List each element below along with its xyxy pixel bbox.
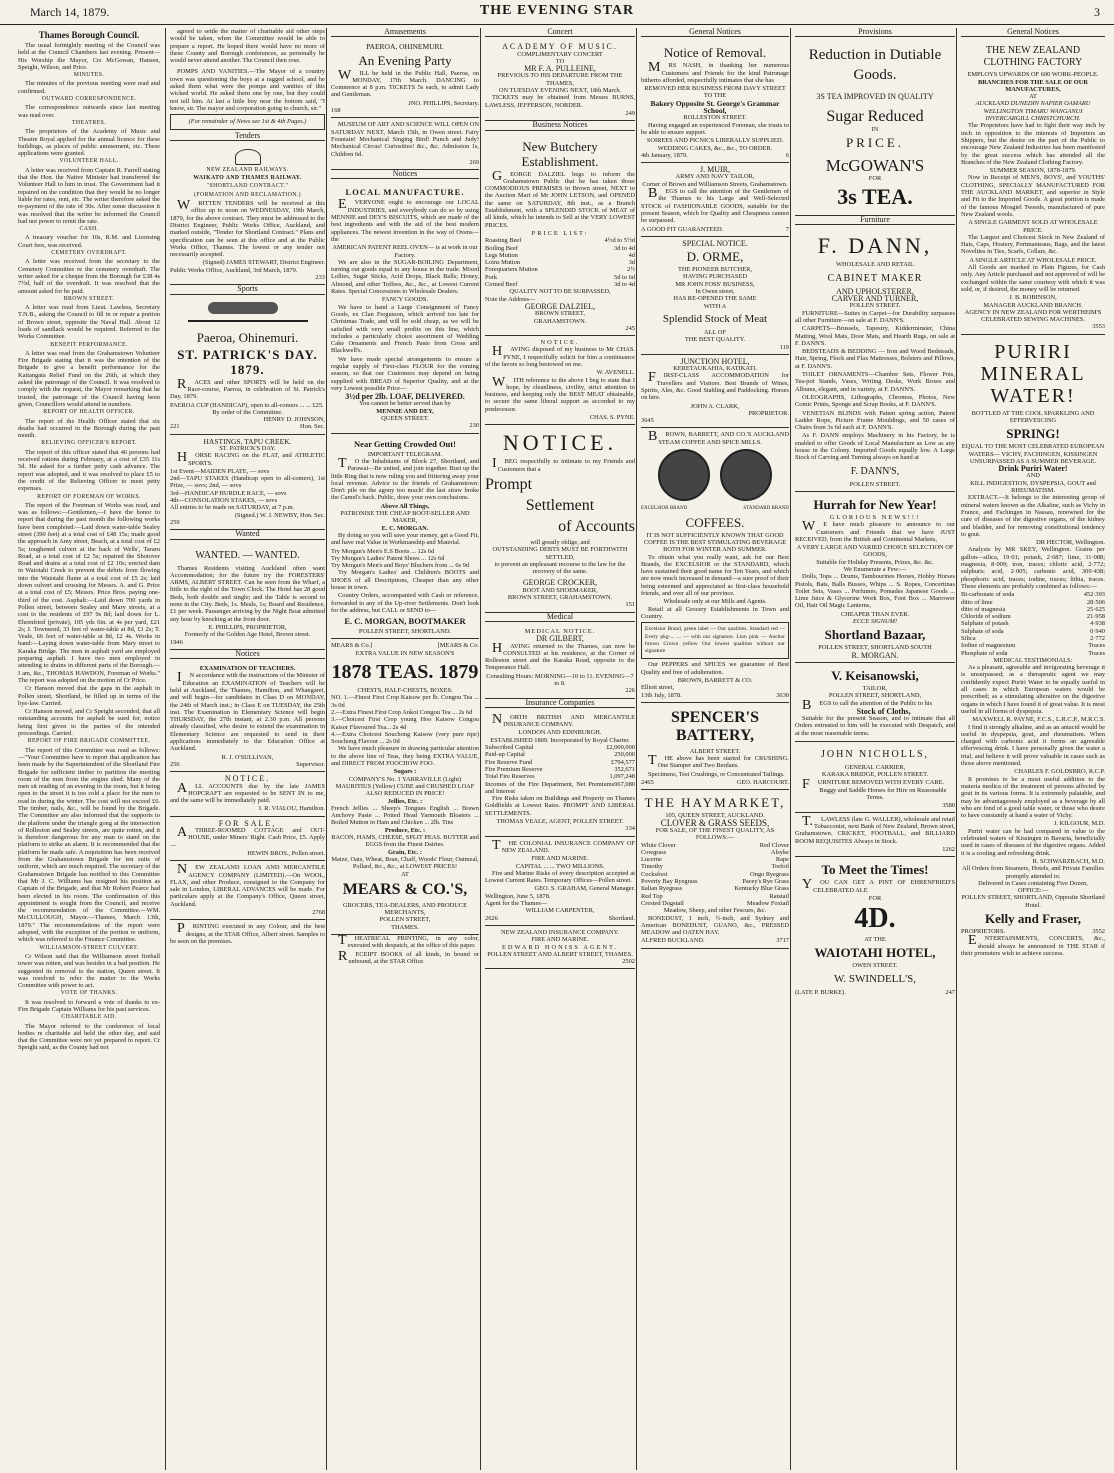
section-notices: Notices <box>331 170 479 179</box>
section-wanted: Wanted <box>170 530 325 539</box>
capital-row-cell: Fire Reserve Fund <box>485 758 533 766</box>
seed-row-cell: Meadow Foxtail <box>746 899 789 907</box>
section-subheading: CASH. <box>79 226 99 233</box>
section-subheading: CEMETERY OVERDRAFT. <box>51 250 127 257</box>
price-row-cell: 3d to 4d <box>614 244 635 252</box>
seed-row <box>641 849 789 856</box>
section-subheading: VOTE OF THANKS. <box>60 990 118 997</box>
seed-row-cell: Timothy <box>641 863 663 871</box>
ad-f-dann: F. DANN, WHOLESALE AND RETAIL CABINET MAKER AND UPHOLSTERER, CARVER AND TURNER, POLLEN STREET. FURNITURE—Suites in Carpet—for Durability surpasses all other Furniture—on sale at F. DANN'S. CARPETS—Brussels, Tapestry, Kidderminster, China Matting, Wool Mats, Door Mats, and Hearth Rugs, on sale at F. DANN'S. BEDSTEADS & BEDDING — Iron and Wood Bedsteads, Hair, Spring, Flock and Flax Mattresses, Bolsters and Pillows, at F. DANN'S. TOILET ORNAMENTS—Chamber Sets, Flower Pots, Tea-pot Stands, Vases, Writing Desks, Work Boxes and Albums, elegant, and in variety, at F. DANN'S. OLEOGRAPHS, Lithographs, Chromos, Photos, New Comic Prints, Sponge and Scrap Books, at F. DANN'S. VENETIAN BLINDS with Patent spring action, Patent Ladder Rope, Picture Frame Mouldings, and 50 cases of Chairs from 3s 6d each at F. DANN'S. As F. DANN employs Machinery in his Factory, he is enabled to offer Goods of Local Manufacture as Low as any house in the Colony. Imported Goods equally low. A Large Stock of Carving and Turning always on hand at F. DANN'S, POLLEN STREET. <box>795 228 955 491</box>
column-amusements <box>326 28 479 1470</box>
capital-row <box>485 773 635 780</box>
article-heading: Thames Borough Council. <box>38 30 140 40</box>
section-subheading: BROWN STREET. <box>63 295 115 302</box>
ad-mears-teas: MEARS & Co.] [MEARS & Co. EXTRA VALUE IN NEW SEASON'S 1878 TEAS. 1879 CHESTS, HALF-CHESTS, BOXES. NO. 1.—Finest First Crop Kaisow per lb. Congou Tea ... 3s 0d 2.—Extra Finest First Crop Ankoi Congou Tea ... 2s 6d 3.—Choicest First Crop young Hoo Kaisow Congou Kaisor Flavoured Tea... 2s 4d 4.—Extra Choicest Souchong Kaisow (very pure ripe) Souchong Flavour ... 2s 0d We have much pleasure in drawing particular attention to the above line of Teas, they being EXTRA VALUE, and DIRECT FROM FOOCHOW FOO. Sugars : COMPANY'S No. 1 YARRAVILLE (Light) MAURITIUS (Yellow) CUBE and CRUSHED LOAF ALSO REDUCED IN PRICE! Jellies, Etc. : French Jellies ... Sheep's Tongues English ... Brawn Anchovy Paste ... Potted Head Yarmouth Bloaters ... Boiled Mutton in Ham and Chicken ... 2lb. Tins Produce, Etc. : BACON, HAMS, CHEESE, SPLIT PEAS. BUTTER and EGGS from the Finest Dairies. Grain, Etc. : Maize, Oats, Wheat, Bran, Chaff, Woods' Flour, Oatmeal, Pollard, &c., &c., at LOWEST PRICES! AT MEARS & CO.'S, GROCERS, TEA-DEALERS, AND PRODUCE MERCHANTS, POLLEN STREET, THAMES. <box>331 639 479 935</box>
seed-row <box>641 863 789 870</box>
seed-row-cell: Cowgrass <box>641 848 667 856</box>
ad-orme-butcher: SPECIAL NOTICE. D. ORME, THE PIONEER BUTCHER, HAVING PURCHASED MR JOHN FOSS' BUSINESS, In Owen street, HAS RE-OPENED THE SAME WITH A Splendid Stock of Meat ALL OF THE BEST QUALITY. 119 <box>641 237 789 355</box>
section-subheading: OUTWARD CORRESPONDENCE. <box>41 96 137 103</box>
seed-row-cell: Ratstail <box>769 892 789 900</box>
section-amusements: Amusements <box>331 28 479 37</box>
section-paragraph: The correspondence outwards since last meeting was read over. <box>18 104 160 119</box>
section-paragraph: Cr Hanson moved, and Cr Speight seconded, that all outstanding accounts for asphalt be sued for, notice being first given to the parties of the intended proceedings. Carried. <box>18 708 160 738</box>
element-row <box>961 606 1105 613</box>
element-row-cell: Bi-carbonate of soda <box>961 591 1015 599</box>
masthead <box>0 0 1114 25</box>
remainder-note: (For remainder of News see 1st & 4th Pages.) <box>170 114 325 129</box>
section-paragraph: The proprietors of the Academy of Music and Theatre Royal applied for the annual licence for these buildings, as places of public amusement, etc. These applications were granted. <box>18 128 160 158</box>
racehorse-illustration-icon <box>188 298 308 322</box>
element-row <box>961 628 1105 635</box>
ad-brown-barrett-coffee: BROWN, BARRETT, AND CO.'S AUCKLAND STEAM COFFEE AND SPICE MILLS. EXCELSIOR BRAND STANDARD BRAND COFFEES. IT IS NOT SUFFICIENTLY KNOWN THAT GOOD COFFEE IS THE BEST STIMULATING BEVERAGE BOTH FOR WINTER AND SUMMER. To obtain what you really want, ask for our Best Brands, the EXCELSIOR or the STANDARD, which have sustained their good name for Ten Years, and which are now much increased in demand—a sure proof of their being esteemed and appreciated as first-class household friends, and over all of our province. Wholesale only at our Mills and Agents. Retail at all Grocery Establishments in Town and Country. Excelsior Brand, green label — Our qualities. Standard red — Every pkg-... ... — with our signature. Lion pink — Anchor brown Crown yellow Our lowest qualities without our signature Our PEPPERS and SPICES we guarantee of Best Quality and free of adulteration. BROWN, BARRETT & CO. Elliott street, 13th July, 1878. 3630 <box>641 428 789 702</box>
capital-table <box>485 744 635 795</box>
standard-brand-stamp-icon <box>720 449 772 501</box>
capital-row-cell: Fire Premium Reserve <box>485 765 543 773</box>
element-row-cell: 25·625 <box>1086 605 1105 613</box>
section-paragraph: It was resolved to forward a vote of thanks to ex-Fire Brigade Captain Williams for his past services. <box>18 998 160 1013</box>
ad-dr-gilbert: MEDICAL NOTICE. DR GILBERT, HAVING returned to the Thames, can now be CONSULTED at his residence, at the Corner of Rolleston street and the Karaka Road, opposite to the Temperance Hall. Consulting Hours: MORNING—10 to 11. EVENING—7 to 8. 226 <box>485 625 635 699</box>
element-row-cell: 452·393 <box>1083 591 1105 599</box>
seed-row-cell: White Clover <box>641 841 676 849</box>
price-row <box>485 266 635 273</box>
seed-row-cell: Alsyke <box>770 848 789 856</box>
capital-row-cell: 352,671 <box>614 765 635 773</box>
element-row-cell: Sulphate of potash <box>961 620 1009 628</box>
ad-railway-tender: NEW ZEALAND RAILWAYS. WAIKATO AND THAMES RAILWAY. "SHORTLAND CONTRACT." (FORMATION AND RECLAMATION.) WRITTEN TENDERS will be received at this office up to noon on WEDNESDAY, 19th March, 1879, for the above contract. They must be addressed to the District Engineer, Public Works Office, Auckland, and marked outside, "Tender for Shortland Contract." Plans and specification can be seen at this office and at the Public Works Office, Thames. The lowest or any tender not necessarily accepted. (Signed) JAMES STEWART, District Engineer. Public Works Office, Auckland, 3rd March, 1879. 233 <box>170 144 325 285</box>
ad-examination-teachers: EXAMINATION OF TEACHERS. IN accordance with the instructions of the Minister of Education an EXAMINATION of Teachers will be held at Auckland, the Thames, Hamilton, and Whangarei, and will begin—for candidates in Class D on MONDAY, the 24th of March inst.; in Class E on TUESDAY, the 25th inst. The Examination in Elementary Science will begin THURSDAY, the 27th instant, at 2.30 p.m. All persons already classified, who desire to extend the examination in Elementary Science are requested to send in their applications immediately to the Education Office at Auckland. R. J. O'SULLIVAN, 256 Supervisor. <box>170 662 325 772</box>
issue-date: March 14, 1879. <box>30 5 110 19</box>
section-general-notices: General Notices <box>961 28 1105 37</box>
capital-row <box>485 744 635 751</box>
mineral-analysis-table <box>961 591 1105 657</box>
seed-row <box>641 885 789 892</box>
ad-nz-loan-agency: NEW ZEALAND LOAN AND MERCANTILE AGENCY COMPANY (LIMITED).—On WOOL, FLAX, and other Produce, consigned to the Company for sale in London, LIBERAL ADVANCES will be made. For particulars apply at the Company's Office, Queen street, Auckland. 2768 <box>170 861 325 920</box>
price-row <box>485 281 635 288</box>
capital-row-cell: 967,080 <box>614 780 635 788</box>
section-paragraph: A letter was read from Lieut. Lawless, Secretary T.N.B., asking the Council to fill in or repair a portion of Brown street, opposite the Naval Hall. About 12 loads of sandlack would be required. Referred to the Works Committee. <box>18 304 160 341</box>
column-provisions-furniture <box>790 28 955 1470</box>
section-paragraph: A treasury voucher for 10s, R.M. and Licensing Court fees, was received. <box>18 234 160 249</box>
ad-museum: MUSEUM OF ART AND SCIENCE WILL OPEN ON SATURDAY NEXT, March 15th, in Owen street. Fairy Fountain! Mechanical Singing Bird! Punch and Judy! Mechanical Circus! Curiosities! &c., &c. Admission 1s, Children 6d. 269 <box>331 118 479 170</box>
capital-row-cell: Incomes of the Fire Department, Net Premiums and Interest <box>485 780 615 795</box>
seed-row <box>641 842 789 849</box>
ad-hastings-races: HASTINGS, TAPU CREEK. ST. PATRICK'S DAY. HORSE RACING on the FLAT, and ATHLETIC SPORTS. 1st Event—MAIDEN PLATE, — sovs 2nd—TAPU STAKES (Handicap open to all-comers), 1st Prize, — sovs; 2nd, — sovs 3rd—HANDICAP HURDLE RACE, — sovs 4th—CONSOLATION STAKES, — sovs All entries to be made on SATURDAY, at 7 p.m. (Signed.) W. J. NEWBY, Hon. Sec. 259 <box>170 435 325 531</box>
section-notices: Notices <box>170 650 325 659</box>
section-paragraph: Cr Hanson moved that the gaps in the asphalt in Pollen street, Shortland, be filled up in terms of the bye-law. Carried. <box>18 685 160 707</box>
section-paragraph: A letter was received from the secretary to the Cemetery Committee re the cemetery overdraft. The writer asked for a cheque from the Borough for £38 4s 7½d, half of the overdraft. It was resolved that the amount asked for be paid. <box>18 258 160 295</box>
ad-receipt-books: RECEIPT BOOKS of all kinds, in bound or unbound, at the STAR Office. <box>338 948 479 965</box>
element-row-cell: 0·940 <box>1090 627 1105 635</box>
race-events-list: 1st Event—MAIDEN PLATE, — sovs 2nd—TAPU STAKES (Handicap open to all-comers), 1st Prize, — sovs; 2nd, — sovs 3rd—HANDICAP HURDLE RACE, — sovs 4th—CONSOLATION STAKES, — sovs <box>170 467 325 505</box>
ad-keisanowski-tailor: V. Keisanowski, TAILOR, POLLEN STREET, SHORTLAND, BEGS to call the attention of the Public to his Stock of Cloths, Suitable for the present Season, and to intimate that all Orders entrusted to him will be executed with Despatch, and at the most reasonable terms. <box>795 663 955 742</box>
price-row <box>485 259 635 266</box>
price-row <box>485 237 635 244</box>
section-tenders: Tenders <box>170 132 325 141</box>
element-row-cell: Traces <box>1088 649 1105 657</box>
section-paragraph: The Mayor referred to the conference of local bodies re charitable aid held the other day, and said that the Committee were not yet prepared to report. Cr Speight said, as the County had not <box>18 1022 160 1052</box>
ad-foresters-arms: WANTED. — WANTED. Thames Residents visiting Auckland often want Accommodation; for the future try the FORESTERS' ARMS, ALBERT STREET. Can be seen from the Wharf, a little to the right of the Town Clock. The Hotel has 28 good Beds, both double and single; and the Table is second to none in the City. Beds, 1s. Meals, 1s; Board and Residence, £1 per week. Passenger arriving by the Night Boat admitted any hour by knocking at the front door. E. PHILLIPS, PROPRIETOR, Formerly of the Golden Age Hotel, Brown street. 1946 <box>170 543 325 650</box>
element-row <box>961 613 1105 620</box>
ad-nz-insurance: NEW ZEALAND INSURANCE COMPANY. FIRE AND MARINE. EDWARD HONISS AGENT. POLLEN STREET AND ALBERT STREET, THAMES. 2502 <box>485 926 635 969</box>
element-row-cell: Iodine of magnesium <box>961 642 1016 650</box>
price-row-cell: Legs Mutton <box>485 251 518 259</box>
capital-row-cell: 250,000 <box>614 751 635 759</box>
ad-waiotahi-hotel: To Meet the Times! YOU CAN GET A PINT OF EHRENFRIED'S CELEBRATED ALE FOR 4D. AT THE WAIOTAHI HOTEL, OWEN STREET. W. SWINDELL'S, (LATE P. BURKE). 247 <box>795 862 955 996</box>
element-row-cell: Phosphate of soda <box>961 649 1008 657</box>
section-subheading: CHARITABLE AID. <box>61 1014 117 1021</box>
ad-spencers-battery: SPENCER'S BATTERY, ALBERT STREET. THE above has been started for CRUSHING. One Stamper and Two Berdans. Specimens, Test Crushings, or Concentrated Tailings. 2465 GEO. HARCOURT. <box>641 703 789 790</box>
price-row-cell: 3d to 4d <box>614 281 635 289</box>
seed-row-cell: Red Top <box>641 892 663 900</box>
capital-row <box>485 766 635 773</box>
price-row-cell: 2½ <box>627 266 635 274</box>
price-row-cell: Boiling Beef <box>485 244 518 252</box>
column-concert-business <box>480 28 635 1470</box>
article-intro: The usual fortnightly meeting of the Council was held at the Council Chambers last evening. Present—His Worship the Mayor, Crs McGowan, Hansen, Speight, Wilson, and Price. <box>18 42 160 71</box>
section-paragraph: The report of this officer stated that 46 persons had received rations during February, at a cost of £35 11s 5d. He asked for a further petty cash advance. The report was adopted, and it was resolved to place £5 to the credit of the Relieving Officer to meet petty expenses. <box>18 448 160 493</box>
element-row-cell: 21·958 <box>1086 613 1105 621</box>
ad-paeroa-races: Paeroa, Ohinemuri. ST. PATRICK'S DAY. 1879. RACES and other SPORTS will be held on the Race-course, Paeroa, in celebration of St. Patrick's Day, 1879. PAEROA CUP (HANDICAP), open to all-comers ... ... £25. By order of the Committee. HENRY D. JOHNSON, 221 Hon. Sec. <box>170 325 325 435</box>
ad-theatrical-printing: THEATRICAL PRINTING, in any color, executed with despatch, at the office of this paper. <box>338 932 479 950</box>
price-row <box>485 274 635 281</box>
section-paragraph: The minutes of the previous meeting were read and confirmed. <box>18 80 160 95</box>
ad-shortland-bazaar: Hurrah for New Year! GLORIOUS NEWS!!! WE have much pleasure to announce to our Customers and Friends that we have JUST RECEIVED, from the British and Continental Markets, A VERY LARGE AND VARIED CHOICE SELECTION OF GOODS, Suitable for Holiday Presents, Prizes, &c. &c. We Enumerate a Few:— Dolls, Tops ... Drums, Tambourines Horses, Hobby Horses Pistols, Bats, Balls Busses, Whips ... S. Ropes, Concertinas Toilet Sets, Vases ... Perfumes, Pomades Japanese Goods ... Lime Juice & Glycerine Work Box, Foot Box ... Marrower Oil, Hair Oil Magic Lanterns, CHEAPER THAN EVER. ECCE SIGNUM! Shortland Bazaar, POLLEN STREET, SHORTLAND SOUTH R. MORGAN. <box>795 492 955 663</box>
price-row-cell: 4d <box>628 251 635 259</box>
section-paragraph: Cr Wilson said that the Williamson street fireball tower was rotten, and was besides in a bad position. He suggested its removal to the station, Queen street. It was resolved to refer the matter to the Works Committee with power to act. <box>18 952 160 990</box>
price-row <box>485 252 635 259</box>
section-concert: Concert <box>485 28 635 37</box>
ad-printing: PRINTING executed in any Colour, and the best designs, at the STAR Office, Albert street. Samples to be seen on the premises. <box>170 921 325 945</box>
section-paragraph: The report of the Health Officer stated that six deaths had occurred in the Borough during the past month. <box>18 417 160 440</box>
element-row-cell: Traces <box>1088 642 1105 650</box>
seed-row-cell: Lucerne <box>641 856 662 864</box>
section-insurance: Insurance Companies <box>485 699 635 708</box>
ad-avenell-pyne-notice: NOTICE. HAVING disposed of my business to Mr CHAS. PYNE, I respectfully solicit for him a continuance of the favors so long bestowed on me. W. AVENELL. WITH reference to the above I beg to state that I hope, by cleanliness, civility, strict attention to business, and keeping only the BEST MEAT obtainable, to secure the same liberal support as accorded to my predecessor. CHAS. S. PYNE. <box>485 336 635 425</box>
seed-row <box>641 871 789 878</box>
article-continuation: agreed to settle the matter of charitable aid other steps would be taken, when the Committee would be able to prepare a report. He hoped there would have no more of these County and Borough conferences, as personally he would never attend another. The Council then rose. <box>170 28 325 65</box>
capital-row-cell: £2,000,000 <box>606 744 635 752</box>
seed-row-cell: Cocksfoot <box>641 870 668 878</box>
element-row <box>961 620 1105 627</box>
section-subheading: REPORT OF FOREMAN OF WORKS. <box>37 493 141 500</box>
ad-mennie-dey: LOCAL MANUFACTURE. EVERYONE ought to encourage our LOCAL INDUSTRIES, and everybody can do so by using MENNIE and DEY'S BISCUITS, which are made of the best ingredients and with the aid of the best modern appliances. The newest invention in the way of Ovens—the AMERICAN PATENT REEL OVEN— is at work in our Factory. We are also in the SUGAR-BOILING Department, turning out goods equal to any house in the trade. Mixed Lollies, Sugar Sticks, Acid Drops, Black Balls; Honey, Almond, and other Toffees, &c., &c., at Lowest Current Rates. Special Concessions to Wholesale Dealers. FANCY GOODS. We have to hand a Large Consignment of Fancy Goods, ex Clan Fergusson, which arrived too late for Christmas Trade, and will be sold cheap, as we will be satisfied with very small profits on this line, which includes a particularly choice assortment of Wedding Cake Ornaments and French Paste from Cross and Blackwell's. We have made special arrangements to ensure a regular supply of First-class FLOUR for the coming season, so that our Customers may depend on being supplied with BREAD of Superior Quality, and at the very Lowest possible Price— 3½d per 2lb. LOAF, DELIVERED. You cannot be better served than by MENNIE AND DEY, QUEEN STREET. 230 <box>331 182 479 433</box>
section-medical: Medical <box>485 613 635 622</box>
element-row-cell: ditto of lime <box>961 598 993 606</box>
section-subheading: WILLIAMSON-STREET CULVERT. <box>39 944 139 951</box>
section-paragraph: A letter was read from the Grahamstown Volunteer Fire Brigade stating that it was the intention of the Brigade to give a benefit performance for the Kaitangata Relief Fund on the 26th, at which they asked the patronage of the Council. It was resolved to comply with the request, the Mayor remarking that he trusted, the patronage of the Council having been given, Councillors would attend in numbers. <box>18 349 160 408</box>
ad-haymarket-seeds: THE HAYMARKET, 105, QUEEN STREET, AUCKLAND. CLOVER & GRASS SEEDS, FOR SALE, OF THE FINEST QUALITY, AS FOLLOWS:— White Clover Red Clover Cowgrass Alsyke Lucerne Rape Timothy Trefoil Cocksfoot Ongo Ryegrass Poverty Bay Ryegrass Pacey's Rye Grass Italian Ryegrass Kentucky Blue Grass Red Top Ratstail Crested Dogstail Meadow Foxtail Meadow, Sheep, and other Fescues, &c. BONEDUST, 1 inch, ½-inch, and Sydney and American BONEDUST, GUANO, &c., PRESSED MEADOW and OATEN HAY. ALFRED BUCKLAND. 3717 <box>641 790 789 948</box>
column-general-notices <box>636 28 789 1470</box>
element-row-cell: 2·772 <box>1090 635 1105 642</box>
section-sports: Sports <box>170 285 325 294</box>
price-list <box>485 237 635 288</box>
page-number: 3 <box>1094 5 1100 19</box>
ad-morgan-bootmaker: Near Getting Crowded Out! IMPORTANT TELEGRAM. TO the Inhabitants of Block 27, Shortland, and Parawai—Be united, and join together. Bust up the little Ring that is now ruling you and frittering away your local revenue. Advice to the friends of Grahamstown: Don't pile on the agony too much! the last straw broke the Camel's back. Public, draw your own conclusions. Above All Things, PATRONISE THE CHEAP BOOT-SELLER AND MAKER, E. C. MORGAN. By doing so you will save your money, get a Good Fit, and have real Value in Workmanship and Material. Try Morgan's Men's E.S Boots ... 12s 6d Try Morgan's Ladies' Patent Shoes ... 12s 6d Try Morgan's Men's and Boys' Bluchers from ... 6s 9d Try Morgan's Ladies' and Children's BOOTS and SHOES of all Descriptions, Cheaper than any other house in town. Country Orders, accompanied with Cash or reference, forwarded to any of the Up-river Settlements. Don't look for the address, but CALL or SEND to— E. C. MORGAN, BOOTMAKER POLLEN STREET, SHORTLAND. <box>331 434 479 640</box>
price-row-cell: Loins Mutton <box>485 259 520 267</box>
ad-puriri-water: PURIRI MINERAL WATER! BOTTLED AT THE COOL SPARKLING AND EFFERVESCING SPRING! EQUAL TO THE MOST CELEBRATED EUROPEAN WATERS— VICHY, FACHINGEN, KISSINGEN UNSURPASSED AS A SUMMER BEVERAGE. Drink Puriri Water! AND KILL INDIGESTION, DYSPEPSIA, GOUT and RHEUMATISM. EXTRACT.—It belongs to the interesting group of mineral waters known as the Alkaline, such as Vichy in France, and Fachingen in Nassau, renowned for the cure of diseases of the digestive organs, of the kidney and bladder, and for removing constitutional tendency to gout. DR HECTOR, Wellington. Analysis by MR SKEY, Wellington. Grains per gallon—silica, 19·01; potash, 2·687; lime, 11·088; magnesia, 8·009; iron, traces; chloric acid, 2·772; sulphuric acid, 2·005; carbonic acid, 309·438; phosphoric acid, traces; iodine, traces; lithia, traces. These elements are probably combined as follows:— Bi-carbonate of soda 452·393 ditto of lime 28·506 ditto of magnesia 25·625 Chloride of sodium 21·958 Sulphate of potash 4·938 Sulphate of soda 0·940 Silica 2·772 Iodine of magnesium Traces Phosphate of soda Traces MEDICAL TESTIMONIALS: As a pleasant, agreeable and invigorating beverage it is unsurpassed; as a therapeutic agent we may confidently expect Puriri Water to be equally useful in all cases in which European waters would be prescribed; as a stimulating alterative on the digestive organs in which I have found it of great value. It is most useful in all forms of dyspepsia. MAXWELL R. PAYNE, F.C.S., L.R.C.P., M.R.C.S. I find it strongly alkaline, and as an antacid would be useful in dyspepsia, gout, and rheumatism. When charged with carbonic acid it forms an agreeable effervescing drink. I have personally given the water a trial, and believe it will prove valuable in cases such as those above mentioned. CHARLES F. GOLDSBRO, R.C.P. It promises to be a most useful addition to the materia medica of the treatment of persons affected by gout in its various forms. It is extremely palatable, and may be advantageously employed as a beverage by all who are fond of a good table water, or those who desire to have constantly at hand a water of Vichy. J. KILGOUR, M.D. Puriri water can be had compared in value to the celebrated waters of Kissingen in Bavaria, beneficially used in cases of diseases of the digestive organs. Added it is a cooling and refreshing drink. R. SCHWARZBACH, M.D. All Orders from Steamers, Hotels, and Private Families promptly attended to. Delivered in Cases containing Five Dozen, OFFICE:— POLLEN STREET, SHORTLAND, Opposite Shortland Hotel. Kelly and Fraser, PROPRIETORS. 3552 ENTERTAINMENTS, CONCERTS, &c., should always be announced in THE STAR if their promoters wish to achieve success. <box>961 340 1105 957</box>
price-row-cell: 3d <box>628 259 635 267</box>
capital-row <box>485 781 635 796</box>
seed-row-cell: Crested Dogstail <box>641 899 684 907</box>
element-row <box>961 642 1105 649</box>
capital-row-cell: £794,577 <box>611 758 635 766</box>
element-row-cell: Chloride of sodium <box>961 613 1011 621</box>
price-row <box>485 245 635 252</box>
section-furniture: Furniture <box>795 216 955 225</box>
element-row <box>961 635 1105 642</box>
price-row-cell: Pork <box>485 273 498 281</box>
seed-row-cell: Trefoil <box>771 863 789 871</box>
section-subheading: RELIEVING OFFICER'S REPORT. <box>41 440 137 447</box>
column-council-report <box>18 28 160 1470</box>
section-subheading: REPORT OF HEALTH OFFICER. <box>43 409 135 416</box>
pomps-vanities: POMPS AND VANITIES.—The Mayor of a country town was questioning the boys at a ragged school, and he asked them what were the pomps and vanities of this wicked world. He asked them one by one, but they could not tell him. At last a little boy near the bottom said, "I know, sir. The mayor and corporation going to church, sir." <box>170 68 325 112</box>
capital-row <box>485 759 635 766</box>
column-clothing-puriri <box>956 28 1105 1470</box>
price-row-cell: Forequarters Mutton <box>485 266 538 274</box>
seed-row-cell: Italian Ryegrass <box>641 885 683 893</box>
ad-nash-removal: Notice of Removal. MRS NASH, in thanking her numerous Customers and Friends for the kind Patronage hitherto afforded, respectfully intimates that she has REMOVED HER BUSINESS FROM DAVY STREET TO THE Bakery Opposite St. George's Grammar School, ROLLESTON STREET. Having engaged an experienced Foreman, she trusts to be able to ensure support. SOIREES AND PICNICS LIBERALLY SUPPLIED. WEDDING CAKES, &c., &c., TO ORDER. 4th January, 1879. 6 <box>641 40 789 163</box>
ad-colonial-insurance: THE COLONIAL INSURANCE COMPANY OF NEW ZEALAND. FIRE AND MARINE. CAPITAL ... ... TWO MILLIONS. Fire and Marine Risks of every description accepted at Lowest Current Rates. Temporary Offices—Pollen street. GEO. S. GRAHAM, General Manager. Wellington, June 5, 1878. Agent for the Thames— WILLIAM CARPENTER, 2626 Shortland. <box>485 837 635 926</box>
price-row-cell: Roasting Beef <box>485 237 522 245</box>
ad-complimentary-concert: ACADEMY OF MUSIC. COMPLIMENTARY CONCERT TO MR F. A. PULLEINE, PREVIOUS TO HIS DEPARTURE FROM THE THAMES, ON TUESDAY EVENING NEXT, 18th March. TICKETS may be obtained from Messrs BURNS, LAWLESS, JEFFERSON, NORDER. 249 <box>485 40 635 121</box>
capital-row-cell: Total Fire Reserves <box>485 773 535 781</box>
ad-junction-hotel: JUNCTION HOTEL, KERETAUKAHIA, KATIKATI. FIRST-CLASS ACCOMMODATION for Travellers and Visitors. Best Brands of Wines, Spirits, Ales, &c. Good Stabling and Paddocking. Horses on hire. JOHN A. CLARK, PROPRIETOR. 3645 <box>641 355 789 429</box>
ad-lawless-tobacconist: T.LAWLESS (late G. WALLER), wholesale and retail Tobacconist, next Bank of New Zealand, Brown street, Grahamstown. CRICKET, FOOTBALL, and BILLIARD ROOM REQUISITES Always in Stock. 1262 <box>795 813 955 857</box>
ad-dalziel-butchery: New Butchery Establishment. GEORGE DALZIEL begs to inform the Grahamstown Public that he has taken those COMMODIOUS PREMISES in Brown street, NEXT to the Auction Mart of Mr JOHN LETSON, and OPENED the same on SATURDAY, 8th inst., as a Branch Establishment, with a SPLENDID STOCK of MEAT of all kinds, which he intends to Sell at the VERY LOWEST PRICES. PRICE LIST: Roasting Beef 4½d to 5½d Boiling Beef 3d to 4d Legs Mutton 4d Loins Mutton 3d Forequarters Mutton 2½ Pork 5d to 6d Corned Beef 3d to 4d QUALITY NOT TO BE SURPASSED, Note the Address— GEORGE DALZIEL, BROWN STREET, GRAHAMSTOWN. 245 <box>485 134 635 337</box>
element-row <box>961 650 1105 657</box>
column-notices-tenders <box>165 28 325 1470</box>
ad-nicholls-carrier: JOHN NICHOLLS, GENERAL CARRIER, KARAKA BRIDGE, POLLEN STREET. FURNITURE REMOVED WITH EVERY CARE. Buggy and Saddle Horses for Hire on Reasonable Terms. 3580 <box>795 742 955 813</box>
capital-row-cell: Subscribed Capital <box>485 744 534 752</box>
ad-evening-party: PAEROA, OHINEMURI. An Evening Party WILL be held in the Public Hall, Paeroa, on MONDAY, 17th March. DANCING to Commence at 8 p.m. TICKETS 5s each, to admit Lady and Gentleman. JNO. PHILLIPS, Secretary. 168 <box>331 40 479 118</box>
element-row <box>961 591 1105 598</box>
seed-row-cell: Pacey's Rye Grass <box>742 878 789 886</box>
section-paragraph: The report of the Foreman of Works was read, and was as follows:—Gentlemen,—I have the honor to report that during the past month the following works have been completed:—Laid down water-table Sealey street (390 feet) at a total cost of £48 15s; made good the approach in Amy street, Beach, at a total cost of £2 5s; toughened culvert at the back of Wells', Tararu Road, at a total cost of £2 5s; repaired the Shotover Road and drains at a total cost of £2 10s; erected dam in Waiotahi Creek to prevent the debris from flowing into the Waiotahi flume at a total cost of £5 2s; laid down culvert and crossing for Messrs. A. and G. Price at a total cost of £5; Messrs. Price Bros. paying one-third of the cost. Asphalt:—Laid down 700 yards in Pollen street, between Sealey and Mary streets, at a cost to the residents of £97 9s 8d; laid down for L. Ehrenfried (private), 105 yds 6in. at 4s per yard, £21 2s; J. Townsend, 33 feet of water-table at 8d, £1 2s; T. Veale, 66 feet of water-table at 8d, £2 4s. Works in hand:—Laying down water-table from Mary street to Karaka Bridge. The men in asphalt yard are employed preparing asphalt. I have two men employed in attending to drains in different parts of the Borough.—I am, &c., THOMAS HAWDON, Foreman of Works." The report was adopted on the motion of Cr Price. <box>18 501 160 684</box>
section-general-notices: General Notices <box>641 28 789 37</box>
capital-row <box>485 751 635 758</box>
excelsior-brand-stamp-icon <box>658 449 710 501</box>
section-subheading: BENEFIT PERFORMANCE. <box>50 341 128 348</box>
section-paragraph: The report of this Committee was read as follows:—"Your Committee have to report that application has been made by the Superintendent of the Shortland Fire Brigade for sufficient timber to partition the meeting room of the men from the engine shed. Many of the men sit reading of an evening in the room, but it being open to the street it is too cold a place for the men to read in during the winter. The cost will not exceed £6. The timber, nails, &c., will be found by the Brigade. The Committee are also informed that the supports to the platform under the triangle gong at the intersection of Rolleston and Sealey streets, are quite rotten, and it is therefore dangerous for any man to stand on the platform to strike an alarm. It is recommended that the platform be made safe. A requisition has been received from the Grahamstown Brigade for ten suits of uniform, which are much required. The secretary of the Grahamstown Brigade has notified to this Committee that Mr J. C. Williams has resigned his position as Captain of the Brigade, and that Mr Robert Pearce had been elected in his room. The confirmation of this appointment is sought from the Council, and receive the recommendation of the Committee.—WM. McCULLOUGH, Mayor.—Thames, March 13th, 1879." The recommendations of the report were adopted, with the exception of the portion re uniform, which was referred to the Finance Committee. <box>18 746 160 944</box>
seed-row <box>641 856 789 863</box>
section-subheading: VOLUNTEER HALL. <box>59 158 119 165</box>
ad-crocker-settlement: NOTICE. IBEG respectfully to intimate to my Friends and Customers that a Prompt Settlement of Accounts will greatly oblige, and OUTSTANDING DEBTS MUST BE FORTHWITH SETTLED, to prevent an unpleasant recourse to the law for the recovery of the same. GEORGE CROCKER, BOOT AND SHOEMAKER, BROWN STREET, GRAHAMSTOWN. 151 <box>485 425 635 612</box>
ad-north-british-insurance: NORTH BRITISH AND MERCANTILE INSURANCE COMPANY. LONDON AND EDINBURGH. ESTABLISHED 1809. Incorporated by Royal Charter. Subscribed Capital £2,000,000 Paid-up Capital 250,000 Fire Reserve Fund £794,577 Fire Premium Reserve 352,671 Total Fire Reserves 1,097,248 Incomes of the Fire Department, Net Premiums and Interest 967,080 Fire Risks taken on Buildings and Property on Thames Goldfields at Lowest Rates. PROMPT AND LIBERAL SETTLEMENTS. THOMAS VEALE, AGENT, POLLEN STREET. 334 <box>485 711 635 837</box>
seed-row <box>641 893 789 900</box>
seed-row <box>641 878 789 885</box>
section-subheading: REPORT OF FIRE BRIGADE COMMITTEE. <box>27 738 151 745</box>
section-provisions: Provisions <box>795 28 955 37</box>
ad-hopcraft-notice: NOTICE. ALL ACCOUNTS due by the late JAMES HOPCRAFT are requested to be SENT IN to me, and the same will be immediately paid. I. R. VIALOU, Hamilton. <box>170 772 325 816</box>
section-subheading: THEATRES. <box>71 119 107 126</box>
price-row-cell: 4½d to 5½d <box>604 237 635 245</box>
section-subheading: MINUTES. <box>73 72 105 79</box>
element-row <box>961 599 1105 606</box>
capital-row-cell: 1,097,248 <box>609 773 635 781</box>
element-row-cell: Sulphate of soda <box>961 627 1004 635</box>
seeds-table <box>641 842 789 908</box>
capital-row-cell: Paid-up Capital <box>485 751 525 759</box>
ad-cottage-for-sale: FOR SALE, ATHREE-ROOMED COTTAGE and OUT-HOUSE, under Miners' Right. Cash Price, £5. Apply— HEWIN BROS., Pollen street. <box>170 817 325 861</box>
coat-of-arms-icon <box>235 149 261 165</box>
seed-row-cell: Ongo Ryegrass <box>750 870 789 878</box>
section-paragraph: A letter was received from Captain R. Farrell stating that the Hon. the Native Minister had transferred the Volunteer Hall to him in trust. The Government had it repaired on the condition that they would be no longer liable for rates, rent, etc. The writer therefore asked the re-payment of the rate of 30s. After some discussion it was resolved that the writer be informed the Council had not power to remit the rate. <box>18 166 160 225</box>
seed-row <box>641 900 789 907</box>
seed-row-cell: Rape <box>775 856 789 864</box>
price-row-cell: 5d to 6d <box>614 273 635 281</box>
element-row-cell: 28·506 <box>1086 598 1105 606</box>
seed-row-cell: Red Clover <box>759 841 789 849</box>
element-row-cell: Silica <box>961 635 976 642</box>
section-business-notices: Business Notices <box>485 121 635 130</box>
ad-nz-clothing-factory: THE NEW ZEALAND CLOTHING FACTORY EMPLOYS UPWARDS OF 600 WORK-PEOPLE. BRANCHES FOR THE SALE OF OUR MANUFACTURES, AT AUCKLAND DUNEDIN NAPIER OAMARU WELLINGTON TIMARU WANGANUI INVERCARGILL CHRISTCHURCH. The Proprietors have had to fight their way inch by inch in opposition to the interests of Importers an Shippers, but the desire on the part of the Public to encourage New Zealand Industries has been manifested by the great success which has attended all the Branches of the New Zealand Clothing Factory. SUMMER SEASON, 1878-1879. Now in Receipt of MEN'S, BOYS', and YOUTHS' CLOTHING, SPECIALLY MANUFACTURED FOR THE AUCKLAND MARKET, and superior in Style and Fit to the Imported Goods. A great portion is made of the famous Mosgiel Tweeds, manufactured of pure New Zealand wools. A SINGLE GARMENT SOLD AT WHOLESALE PRICE. The Largest and Choicest Stock in New Zealand of Hats, Caps, Hosiery, Portmanteaus, Bags, and the latest Novelties in Ties, Scarfs, Collars, &c. A SINGLE ARTICLE AT WHOLESALE PRICE. All Goods are marked in Plain Figures, for Cash only. Any Article purchased and not approved of will be exchanged within the same courtesy with which it was sold, or, if desired, the money will be returned. J. B. ROBINSON, MANAGER AUCKLAND BRANCH. AGENCY IN NEW ZEALAND FOR WERTHEIM'S CELEBRATED SEWING MACHINES. 3553 <box>961 40 1105 334</box>
seed-row-cell: Kentucky Blue Grass <box>734 885 789 893</box>
newspaper-title: THE EVENING STAR <box>479 3 635 18</box>
article-sections <box>18 72 160 1052</box>
element-row-cell: ditto of magnesia <box>961 605 1006 613</box>
ad-mcgowans-tea: Reduction in Dutiable Goods. 3S TEA IMPROVED IN QUALITY Sugar Reduced IN PRICE. McGOWAN'S FOR 3s TEA. <box>795 40 955 216</box>
ad-muir-tailor: J. MUIR, ARMY AND NAVY TAILOR, Corner of Brown and Williamson Streets, Grahamstown. BEGS to call the attention of the Gentlemen of the Thames to his Large and Well-Selected STOCK of FASHIONABLE GOODS, suitable for the present Season, which for Quality and Cheapness cannot be surpassed. A GOOD FIT GUARANTEED. 7 <box>641 163 789 237</box>
price-row-cell: Corned Beef <box>485 281 518 289</box>
element-row-cell: 4·938 <box>1090 620 1105 628</box>
seed-row-cell: Poverty Bay Ryegrass <box>641 878 698 886</box>
